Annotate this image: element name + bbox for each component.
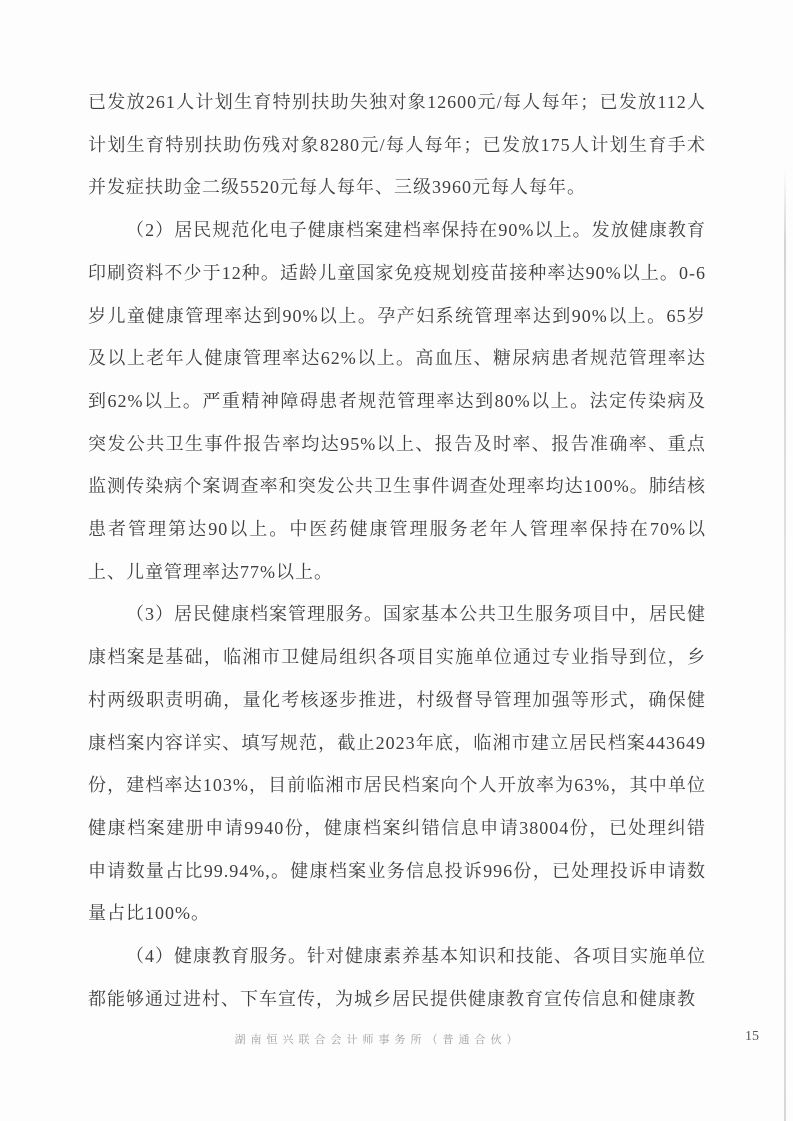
page-footer (0, 1031, 793, 1051)
footer-company-name: 湖南恒兴联合会计师事务所（普通合伙） (234, 1034, 523, 1046)
paragraph-item-2: （2）居民规范化电子健康档案建档率保持在90%以上。发放健康教育印刷资料不少于12种。适龄儿童国家免疫规划疫苗接种率达90%以上。0-6岁儿童健康管理率达到90%以上。孕产妇系统管理率达到90%以上。65岁及以上老年人健康管理率达62%以上。高血压、糖尿病患者规范管理率达到62%以上。严重精神障碍患者规范管理率达到80%以上。法定传染病及突发公共卫生事件报告率均达95%以上、报告及时率、报告准确率、重点监测传染病个案调查率和突发公共卫生事件调查处理率均达100%。肺结核患者管理第达90以上。中医药健康管理服务老年人管理率保持在70%以上、儿童管理率达77%以上。 (88, 220, 706, 582)
scan-edge-artifact (784, 168, 786, 1121)
document-body (88, 81, 706, 1020)
paragraph-item-4: （4）健康教育服务。针对健康素养基本知识和技能、各项目实施单位都能够通过进村、下车宣传，为城乡居民提供健康教育宣传信息和健康教 (88, 946, 706, 1009)
page-number: 15 (745, 1029, 759, 1044)
paragraph-item-3: （3）居民健康档案管理服务。国家基本公共卫生服务项目中，居民健康档案是基础，临湘市卫健局组织各项目实施单位通过专业指导到位，乡村两级职责明确，量化考核逐步推进，村级督导管理加强等形式，确保健康档案内容详实、填写规范，截止2023年底，临湘市建立居民档案443649份，建档率达103%，目前临湘市居民档案向个人开放率为63%，其中单位健康档案建册申请9940份，健康档案纠错信息申请38004份，已处理纠错申请数量占比99.94%,。健康档案业务信息投诉996份，已处理投诉申请数量占比100%。 (88, 604, 706, 924)
paragraph-continuation: 已发放261人计划生育特别扶助失独对象12600元/每人每年；已发放112人计划生育特别扶助伤残对象8280元/每人每年；已发放175人计划生育手术并发症扶助金二级5520元每人每年、三级3960元每人每年。 (88, 92, 706, 198)
